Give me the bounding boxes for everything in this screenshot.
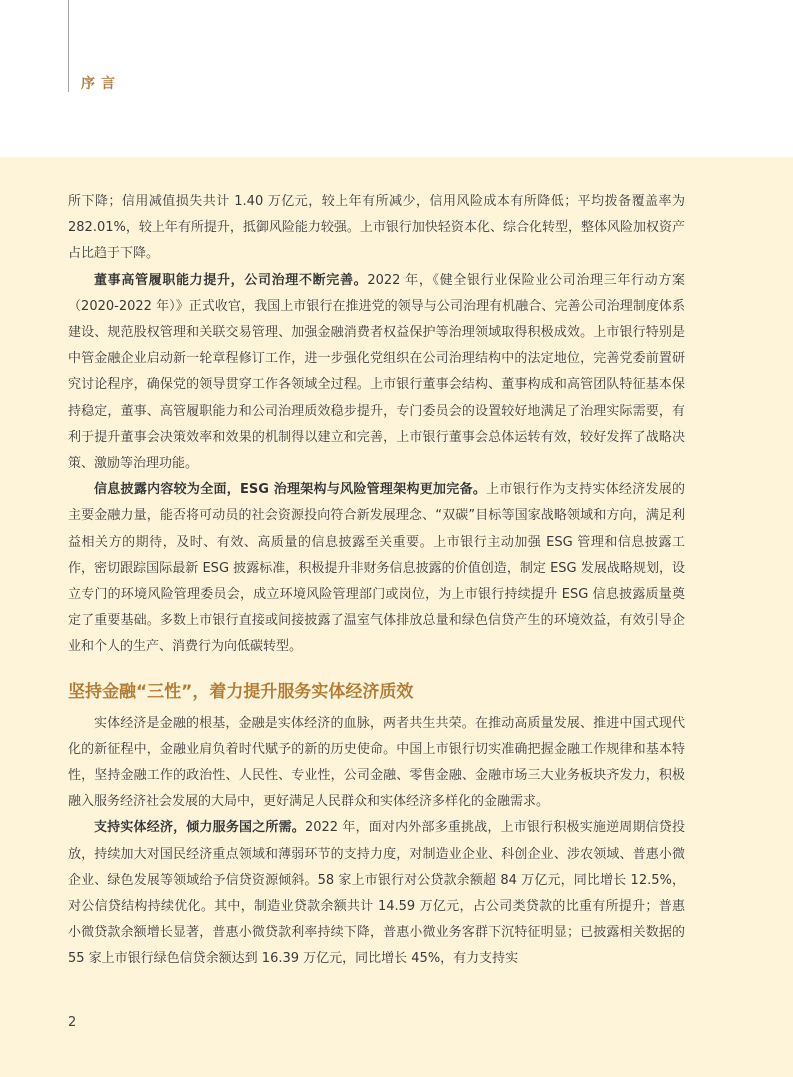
paragraph-5	[68, 815, 685, 972]
paragraph-4: 实体经济是金融的根基，金融是实体经济的血脉，两者共生共荣。在推动高质量发展、推进中国式现代化的新征程中，金融业肩负着时代赋予的新的历史使命。中国上市银行切实准确把握金融工作规律和基本特性，坚持金融工作的政治性、人民性、专业性，公司金融、零售金融、金融市场三大业务板块齐发力，积极融入服务经济社会发展的大局中，更好满足人民群众和实体经济多样化的金融需求。	[68, 715, 685, 810]
paragraph-2-lead: 董事高管履职能力提升，公司治理不断完善。	[94, 272, 368, 288]
paragraph-1: 所下降；信用减值损失共计 1.40 万亿元，较上年有所减少，信用风险成本有所降低；平均拨备覆盖率为 282.01%，较上年有所提升，抵御风险能力较强。上市银行加快轻资本化、综合化转型，整体风险加权资产占比趋于下降。	[68, 194, 685, 262]
paragraph-5-lead: 支持实体经济，倾力服务国之所需。	[94, 820, 305, 836]
section-heading: 坚持金融“三性”，着力提升服务实体经济质效	[68, 681, 414, 702]
paragraph-3-lead: 信息披露内容较为全面，ESG 治理架构与风险管理架构更加完备。	[94, 482, 487, 498]
paragraph-2	[68, 268, 685, 478]
section-title: 序言	[81, 76, 121, 92]
paragraph-3	[68, 477, 685, 660]
header-divider	[68, 0, 69, 92]
paragraph-3-text: 上市银行作为支持实体经济发展的主要金融力量，能否将可动员的社会资源投向符合新发展理念、“双碳”目标等国家战略领域和方向，满足利益相关方的期待，及时、有效、高质量的信息披露至关重要。上市银行主动加强 ESG 管理和信息披露工作，密切跟踪国际最新 ESG 披露标准，积极提升非财务信息披露的价值创造，制定 ESG 发展战略规划，设立专门的环境风险管理委员会，成立环境风险管理部门或岗位，为上市银行持续提升 ESG 信息披露质量奠定了重要基础。多数上市银行直接或间接披露了温室气体排放总量和绿色信贷产生的环境效益，有效引导企业和个人的生产、消费行为向低碳转型。	[68, 482, 685, 655]
paragraph-2-text: 2022 年，《健全银行业保险业公司治理三年行动方案（2020-2022 年）》正式收官，我国上市银行在推进党的领导与公司治理有机融合、完善公司治理制度体系建设、规范股权管理和关联交易管理、加强金融消费者权益保护等治理领域取得积极成效。上市银行特别是中管金融企业启动新一轮章程修订工作，进一步强化党组织在公司治理结构中的法定地位，完善党委前置研究讨论程序，确保党的领导贯穿工作各领域全过程。上市银行董事会结构、董事构成和高管团队特征基本保持稳定，董事、高管履职能力和公司治理质效稳步提升，专门委员会的设置较好地满足了治理实际需要，有利于提升董事会决策效率和效果的机制得以建立和完善，上市银行董事会总体运转有效，较好发挥了战略决策、激励等治理功能。	[68, 272, 685, 472]
body-content	[68, 189, 685, 973]
page-header	[0, 0, 793, 157]
page-number: 2	[68, 1015, 77, 1030]
paragraph-5-text: 2022 年，面对内外部多重挑战，上市银行积极实施逆周期信贷投放，持续加大对国民经济重点领域和薄弱环节的支持力度，对制造业企业、科创企业、涉农领域、普惠小微企业、绿色发展等领域给予信贷资源倾斜。58 家上市银行对公贷款余额超 84 万亿元，同比增长 12.5%，对公信贷结构持续优化。其中，制造业贷款余额共计 14.59 万亿元，占公司类贷款的比重有所提升；普惠小微贷款余额增长显著，普惠小微贷款利率持续下降，普惠小微业务客群下沉特征明显；已披露相关数据的 55 家上市银行绿色信贷余额达到 16.39 万亿元，同比增长 45%，有力支持实	[68, 820, 685, 967]
